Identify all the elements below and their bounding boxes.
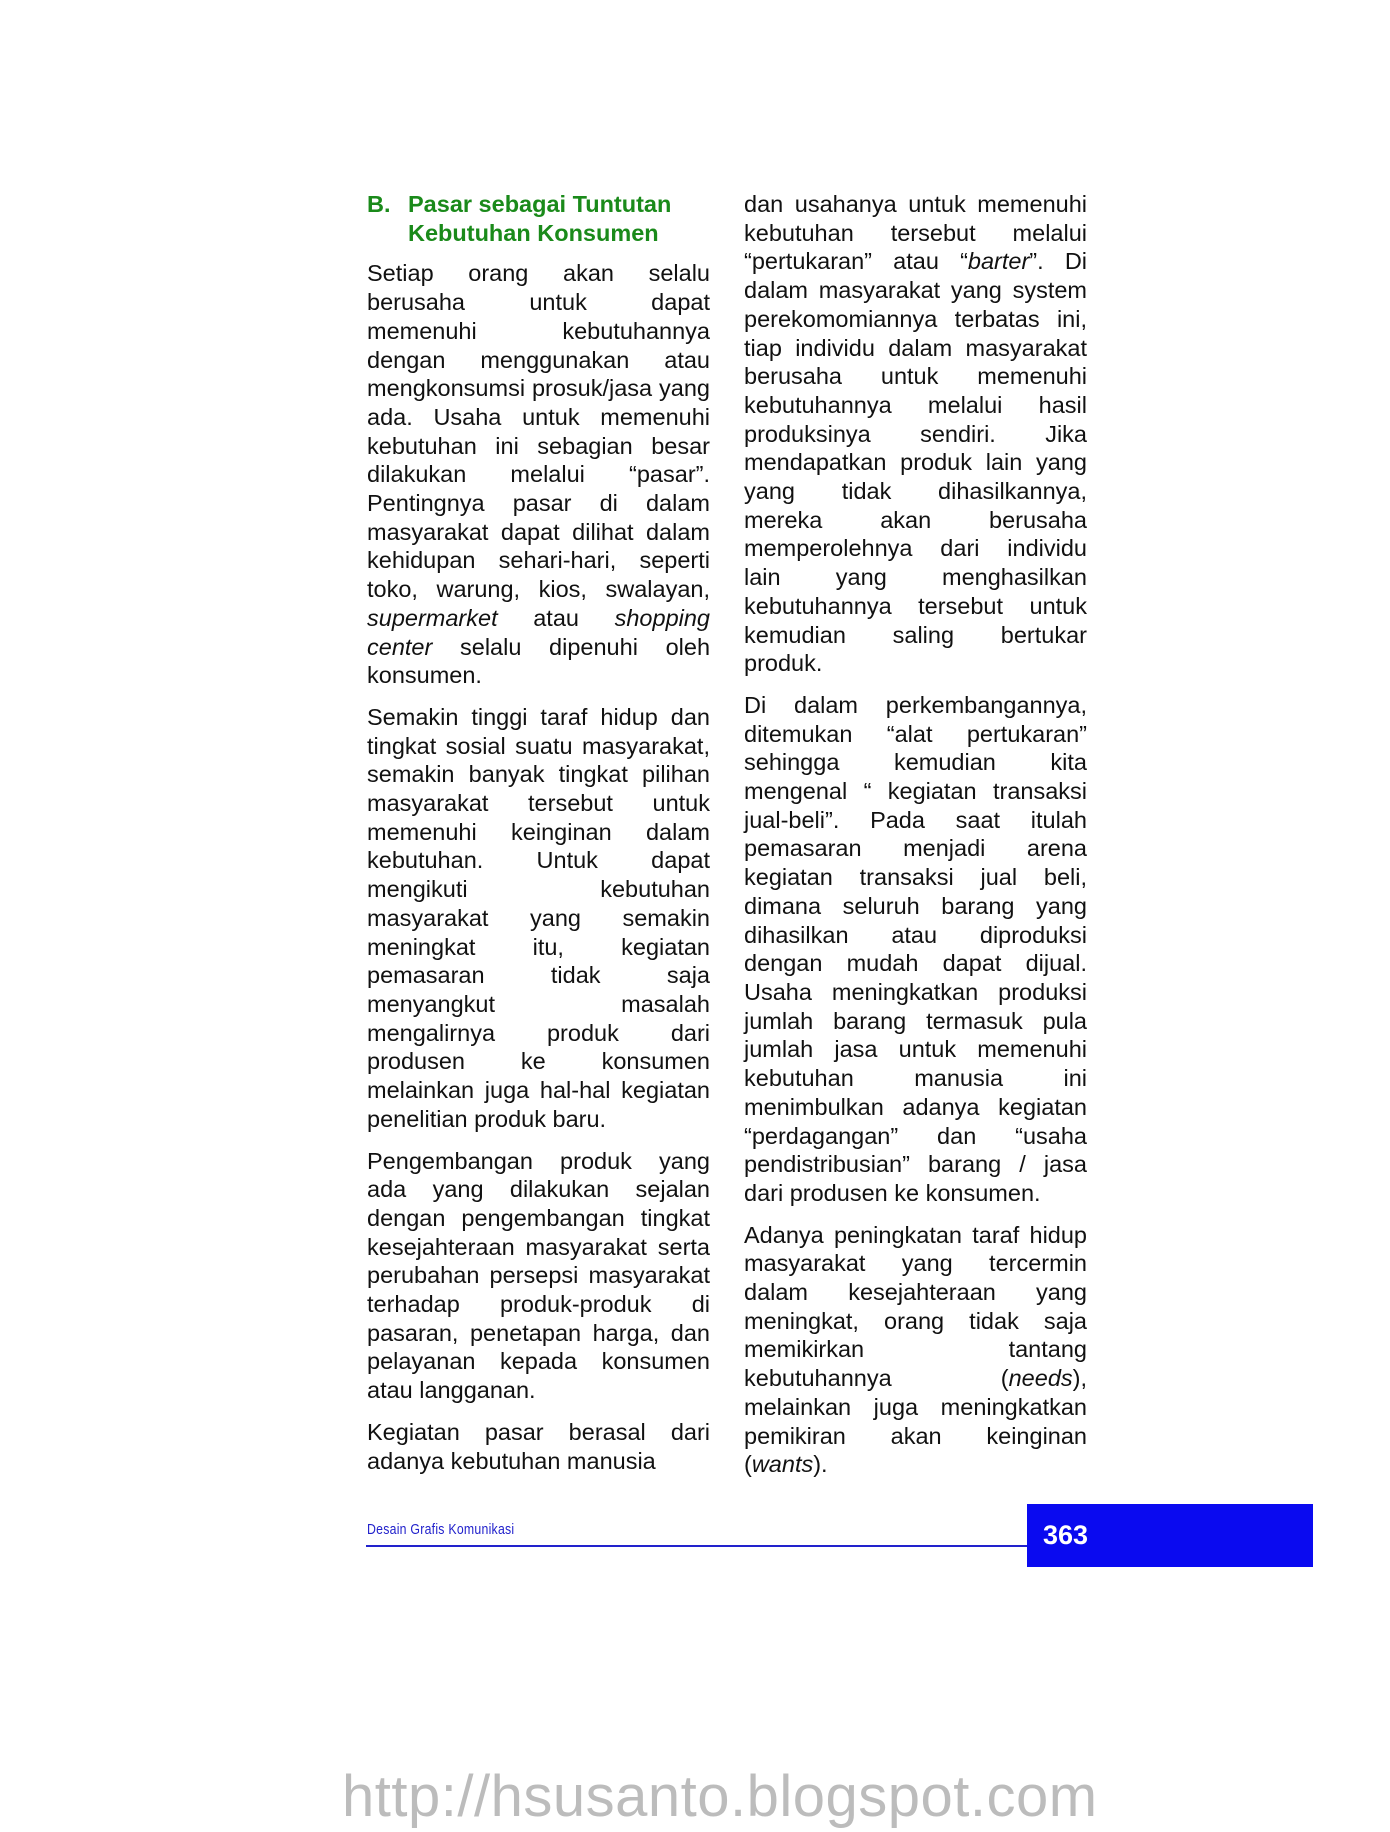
left-paragraph-4: Kegiatan pasar berasal dari adanya kebutuhan manusia [367, 1418, 710, 1474]
left-p1-text-a: Setiap orang akan selalu berusaha untuk dapat memenuhi kebutuhannya dengan menggunakan atau mengkonsumsi prosuk/jasa yang ada. Usaha untuk memenuhi kebutuhan ini sebagian besar dilakukan melalui “pasar”. Pentingnya pasar di dalam masyarakat dapat dilihat dalam kehidupan sehari-hari, seperti toko, warung, kios, swalayan, [367, 260, 710, 603]
watermark-url: http://hsusanto.blogspot.com [342, 1764, 1098, 1829]
right-p3-text-b: ), melainkan juga meningkatkan pemikiran akan keinginan ( [744, 1365, 1087, 1478]
page-number-box [1027, 1504, 1313, 1567]
right-p3-text-c: ). [813, 1451, 828, 1478]
right-paragraph-1 [744, 190, 1087, 678]
page-number: 363 [1043, 1520, 1089, 1550]
section-letter: B. [367, 191, 391, 217]
right-paragraph-2: Di dalam perkembangannya, ditemukan “alat pertukaran” sehingga kemudian kita mengenal “ kegiatan transaksi jual-beli”. Pada saat itulah pemasaran menjadi arena kegiatan transaksi jual beli, dimana seluruh barang yang dihasilkan atau diproduksi dengan mudah dapat dijual. Usaha meningkatkan produksi jumlah barang termasuk pula jumlah jasa untuk memenuhi kebutuhan manusia ini menimbulkan adanya kegiatan “perdagangan” dan “usaha pendistribusian” barang / jasa dari produsen ke konsumen. [744, 691, 1087, 1206]
right-p3-text-a: Adanya peningkatan taraf hidup masyarakat yang tercermin dalam kesejahteraan yang meningkat, orang tidak saja memikirkan tantang kebutuhannya ( [744, 1221, 1087, 1392]
footer-divider [366, 1545, 1027, 1547]
section-title: Pasar sebagai Tuntutan Kebutuhan Konsumen [408, 191, 672, 246]
footer-book-title: Desain Grafis Komunikasi [367, 1521, 515, 1538]
left-p1-italic-shopping-center: shopping center [367, 604, 710, 660]
right-paragraph-3 [744, 1221, 1087, 1479]
left-p1-italic-supermarket: supermarket [367, 604, 498, 631]
right-column [744, 190, 1087, 1479]
right-p1-italic-barter: barter [967, 248, 1030, 275]
left-p1-text-c: selalu dipenuhi oleh konsumen. [367, 633, 711, 689]
right-p3-italic-wants: wants [751, 1451, 814, 1478]
right-p1-text-b: ”. Di dalam masyarakat yang system perekomomiannya terbatas ini, tiap individu dalam masyarakat berusaha untuk memenuhi kebutuhannya melalui hasil produksinya sendiri. Jika mendapatkan produk lain yang yang tidak dihasilkannya, mereka akan berusaha memperolehnya dari individu lain yang menghasilkan kebutuhannya tersebut untuk kemudian saling bertukar produk. [744, 248, 1088, 677]
right-p1-text-a: dan usahanya untuk memenuhi kebutuhan tersebut melalui “pertukaran” atau “ [744, 191, 1087, 275]
left-paragraph-2: Semakin tinggi taraf hidup dan tingkat sosial suatu masyarakat, semakin banyak tingkat pilihan masyarakat tersebut untuk memenuhi keinginan dalam kebutuhan. Untuk dapat mengikuti kebutuhan masyarakat yang semakin meningkat itu, kegiatan pemasaran tidak saja menyangkut masalah mengalirnya produk dari produsen ke konsumen melainkan juga hal-hal kegiatan penelitian produk baru. [367, 703, 710, 1132]
left-column [367, 190, 710, 1475]
right-p3-italic-needs: needs [1008, 1365, 1073, 1392]
left-paragraph-1 [367, 259, 710, 690]
left-p1-text-b: atau [533, 604, 579, 631]
left-paragraph-3: Pengembangan produk yang ada yang dilakukan sejalan dengan pengembangan tingkat kesejahteraan masyarakat serta perubahan persepsi masyarakat terhadap produk-produk di pasaran, penetapan harga, dan pelayanan kepada konsumen atau langganan. [367, 1147, 710, 1404]
section-heading [367, 190, 710, 247]
